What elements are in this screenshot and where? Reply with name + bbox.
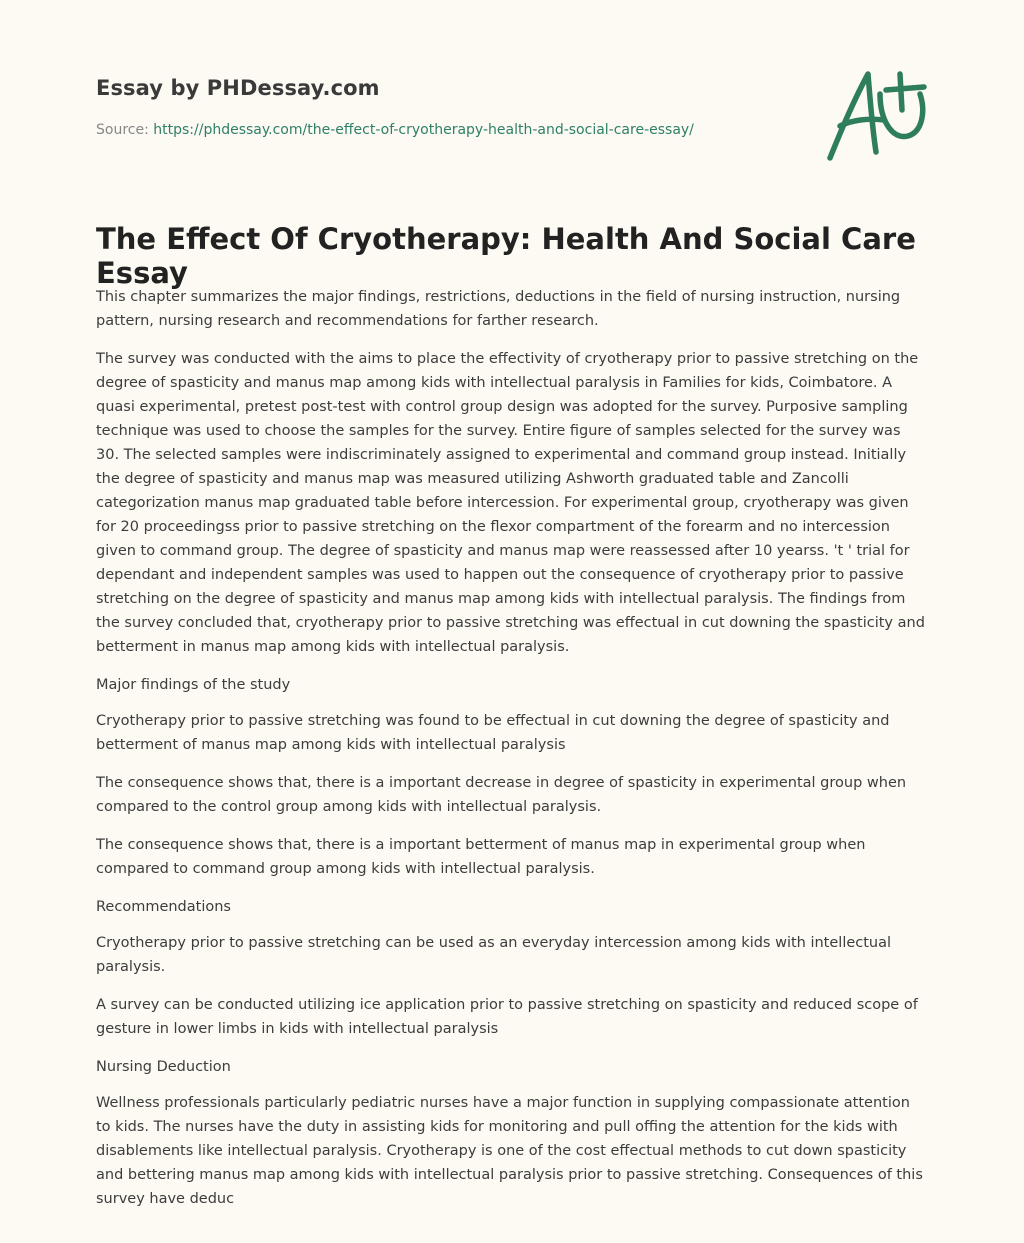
paragraph: The consequence shows that, there is a important betterment of manus map in experimental group when compared to command group among kids with intellectual paralysis. (96, 837, 866, 877)
essay-body (96, 285, 928, 1225)
paragraph: The consequence shows that, there is a important decrease in degree of spasticity in experimental group when compared to the control group among kids with intellectual paralysis. (96, 775, 907, 815)
paragraph: The survey was conducted with the aims to place the effectivity of cryotherapy prior to passive stretching on the degree of spasticity and manus map among kids with intellectual paralysis in Families for kids, Coimbatore. A quasi experimental, pretest post-test with control group design was adopted for the survey. Purposive sampling technique was used to choose the samples for the survey. Entire figure of samples selected for the survey was 30. The selected samples were indiscriminately assigned to experimental and command group instead. Initially the degree of spasticity and manus map was measured utilizing Ashworth graduated table and Zancolli categorization manus map graduated table before intercession. For experimental group, cryotherapy was given for 20 proceedingss prior to passive stretching on the flexor compartment of the forearm and no intercession given to command group. The degree of spasticity and manus map were reassessed after 10 yearss. 't ' trial for dependant and independent samples was used to happen out the consequence of cryotherapy prior to passive stretching on the degree of spasticity and manus map among kids with intellectual paralysis. The findings from the survey concluded that, cryotherapy prior to passive stretching was effectual in cut downing the spasticity and betterment in manus map among kids with intellectual paralysis. (96, 351, 925, 655)
site-brand: Essay by PHDessay.com (96, 76, 380, 100)
page-title: The Effect Of Cryotherapy: Health And Social Care Essay (96, 222, 916, 290)
source-link[interactable]: https://phdessay.com/the-effect-of-cryotherapy-health-and-social-care-essay/ (153, 122, 694, 138)
a-plus-logo-icon (822, 68, 930, 164)
paragraph: A survey can be conducted utilizing ice application prior to passive stretching on spasticity and reduced scope of gesture in lower limbs in kids with intellectual paralysis (96, 997, 918, 1037)
paragraph: Wellness professionals particularly pediatric nurses have a major function in supplying compassionate attention to kids. The nurses have the duty in assisting kids for monitoring and pull offing the attention for the kids with disablements like intellectual paralysis. Cryotherapy is one of the cost effectual methods to cut down spasticity and bettering manus map among kids with intellectual paralysis prior to passive stretching. Consequences of this survey have deduc (96, 1095, 923, 1207)
paragraph: Cryotherapy prior to passive stretching was found to be effectual in cut downing the degree of spasticity and betterment of manus map among kids with intellectual paralysis (96, 713, 890, 753)
paragraph: Cryotherapy prior to passive stretching can be used as an everyday intercession among kids with intellectual paralysis. (96, 935, 892, 975)
essay-header (96, 76, 936, 138)
paragraph: This chapter summarizes the major findings, restrictions, deductions in the field of nursing instruction, nursing pattern, nursing research and recommendations for farther research. (96, 289, 901, 329)
source-label: Source: (96, 122, 149, 138)
section-heading: Recommendations (96, 899, 231, 915)
source-line (96, 122, 936, 138)
section-heading: Major findings of the study (96, 677, 291, 693)
section-heading: Nursing Deduction (96, 1059, 231, 1075)
